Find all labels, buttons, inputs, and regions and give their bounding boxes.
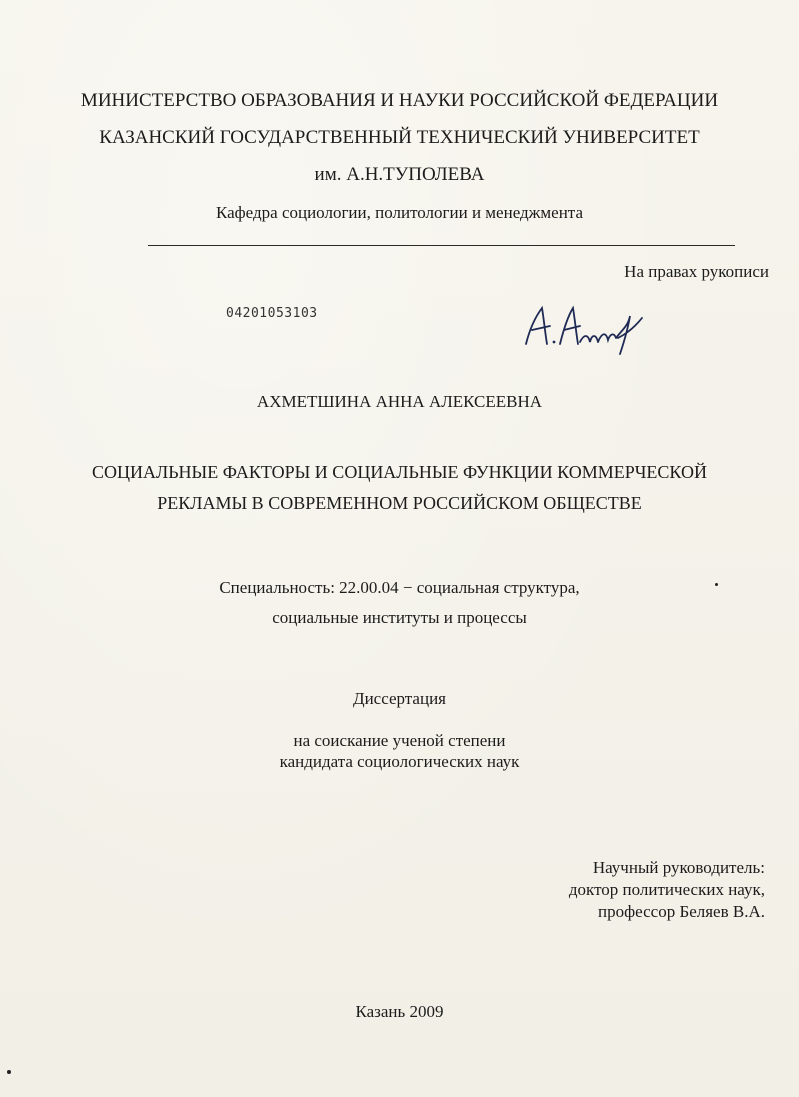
dissertation-title-line-2: РЕКЛАМЫ В СОВРЕМЕННОМ РОССИЙСКОМ ОБЩЕСТВЕ [157,493,642,513]
author-signature [518,298,658,358]
department-name: Кафедра социологии, политологии и менеджмента [216,203,583,222]
header-divider [148,245,735,246]
supervisor-name: профессор Беляев В.А. [598,902,765,921]
specialty-line-1: Специальность: 22.00.04 − социальная структура, [219,578,580,597]
supervisor-label: Научный руководитель: [592,858,765,877]
university-named-after: им. А.Н.ТУПОЛЕВА [314,164,485,185]
supervisor-degree: доктор политических наук, [568,880,765,899]
place-and-year: Казань 2009 [355,1002,444,1021]
registration-stamp-number: 04201053103 [226,306,318,321]
manuscript-rights-note: На правах рукописи [624,262,769,281]
university-heading: КАЗАНСКИЙ ГОСУДАРСТВЕННЫЙ ТЕХНИЧЕСКИЙ УНИВЕРСИТЕТ [99,127,700,148]
scan-speck [715,583,718,586]
scan-speck [7,1070,11,1074]
dissertation-title-line-1: СОЦИАЛЬНЫЕ ФАКТОРЫ И СОЦИАЛЬНЫЕ ФУНКЦИИ КОММЕРЧЕСКОЙ [92,462,707,482]
ministry-heading: МИНИСТЕРСТВО ОБРАЗОВАНИЯ И НАУКИ РОССИЙСКОЙ ФЕДЕРАЦИИ [80,90,719,111]
specialty-line-2: социальные институты и процессы [272,608,527,627]
degree-line-1: на соискание ученой степени [293,731,506,750]
author-name: АХМЕТШИНА АННА АЛЕКСЕЕВНА [256,392,543,411]
dissertation-label: Диссертация [352,689,446,708]
degree-line-2: кандидата социологических наук [279,752,520,771]
